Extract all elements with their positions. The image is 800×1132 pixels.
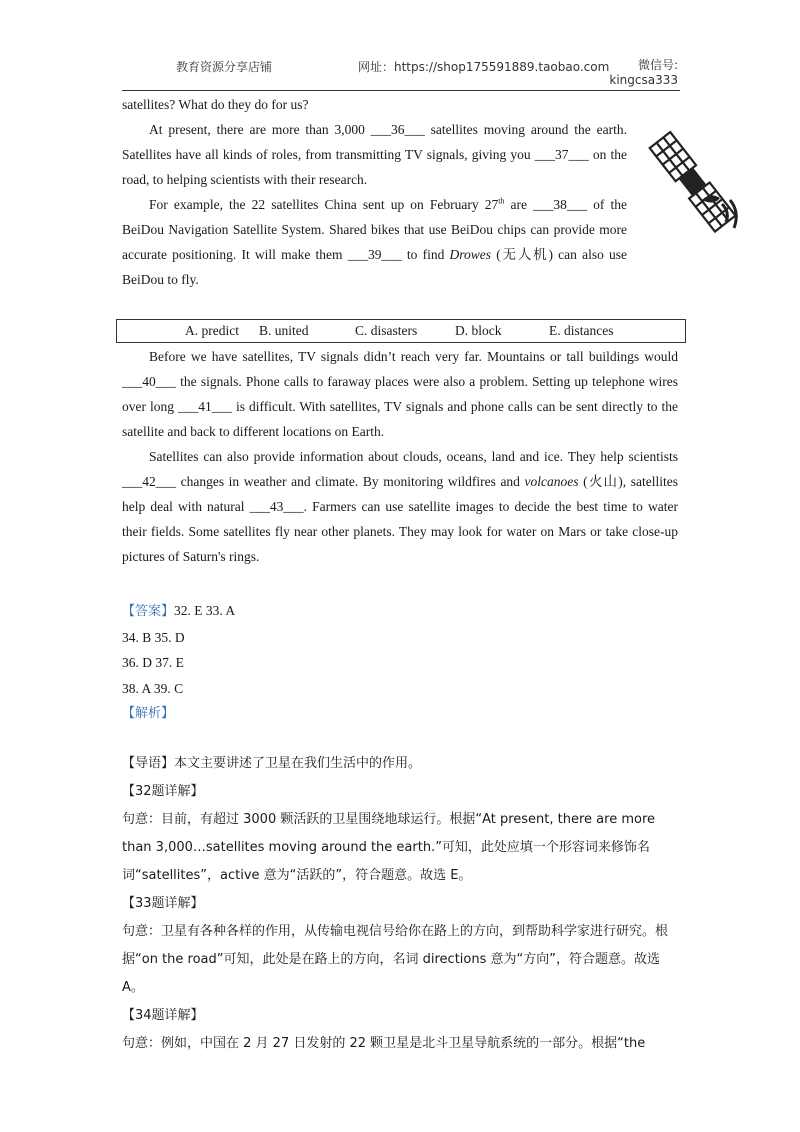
question-explanation: 句意：目前，有超过 3000 颗活跃的卫星围绕地球运行。根据“At present, there are more than 3,000…satellites moving around the earth.”可知，此处应填一个形容词来修饰名词“satellites”，active 意为“活跃的”，符合题意。故选 E。	[122, 812, 656, 883]
answer-line: 34. B 35. D	[122, 629, 185, 645]
wechat-info	[609, 58, 678, 88]
answer-line: 36. D 37. E	[122, 655, 184, 670]
question-title: 【34题详解】	[122, 1008, 204, 1023]
passage-paragraph: Satellites can also provide information about clouds, oceans, land and ice. They help scientists ___42___ changes in weather and climate. By monitoring wildfires and volcanoes (火山), satellites help deal with natural ___43___. Farmers can use satellite images to decide the best time to water their fields. Some satellites fly near other planets. They may look for water on Mars or take close-up pictures of Saturn's rings.	[122, 449, 678, 564]
passage-part-1	[122, 92, 627, 292]
question-explanation: 句意：卫星有各种各样的作用，从传输电视信号给你在路上的方向，到帮助科学家进行研究。根据“on the road”可知，此处是在路上的方向，名词 directions 意为“方向”，符合题意。故选 A。	[122, 924, 669, 995]
answer-line: 32. E 33. A	[174, 603, 236, 618]
option-e: E. distances	[549, 323, 614, 338]
answer-line: 38. A 39. C	[122, 680, 184, 696]
passage-paragraph: For example, the 22 satellites China sent up on February 27th are ___38___ of the BeiDou Navigation Satellite System. Shared bikes that use BeiDou chips can provide more accurate positioning. It will make them ___39___ to find Drowes (无人机) can also use BeiDou to fly.	[122, 196, 628, 287]
answer-section	[122, 598, 678, 727]
option-a: A. predict	[185, 323, 239, 338]
shop-name: 教育资源分享店铺	[176, 60, 273, 74]
passage-paragraph: At present, there are more than 3,000 ___36___ satellites moving around the earth. Satellites have all kinds of roles, from transmitting TV signals, giving you ___37___ on the road, to helping scientists with their research.	[122, 122, 627, 187]
question-title: 【33题详解】	[122, 896, 204, 911]
analysis-label: 【解析】	[122, 706, 175, 721]
wechat-label: 微信号:	[637, 58, 678, 72]
option-b: B. united	[259, 323, 309, 338]
wechat-id: kingcsa333	[609, 73, 678, 87]
option-d: D. block	[455, 323, 502, 338]
passage-line: satellites? What do they do for us?	[122, 97, 309, 112]
analysis-section	[122, 750, 680, 1058]
question-title: 【32题详解】	[122, 784, 204, 799]
word-options-box	[116, 319, 686, 343]
question-explanation: 句意：例如，中国在 2 月 27 日发射的 22 颗卫星是北斗卫星导航系统的一部分。根据“the	[122, 1036, 646, 1051]
analysis-intro: 【导语】本文主要讲述了卫星在我们生活中的作用。	[122, 756, 422, 771]
option-c: C. disasters	[355, 323, 418, 338]
satellite-icon	[640, 122, 748, 240]
passage-part-2	[122, 344, 678, 569]
page-header	[122, 56, 680, 91]
passage-paragraph: Before we have satellites, TV signals didn’t reach very far. Mountains or tall buildings would ___40___ the signals. Phone calls to faraway places were also a problem. Setting up telephone wires over long ___41___ is difficult. With satellites, TV signals and phone calls can be sent directly to the satellite and back to different locations on Earth.	[122, 349, 678, 439]
shop-url[interactable]: 网址：https://shop175591889.taobao.com	[358, 60, 610, 74]
answer-label: 【答案】	[122, 604, 175, 619]
